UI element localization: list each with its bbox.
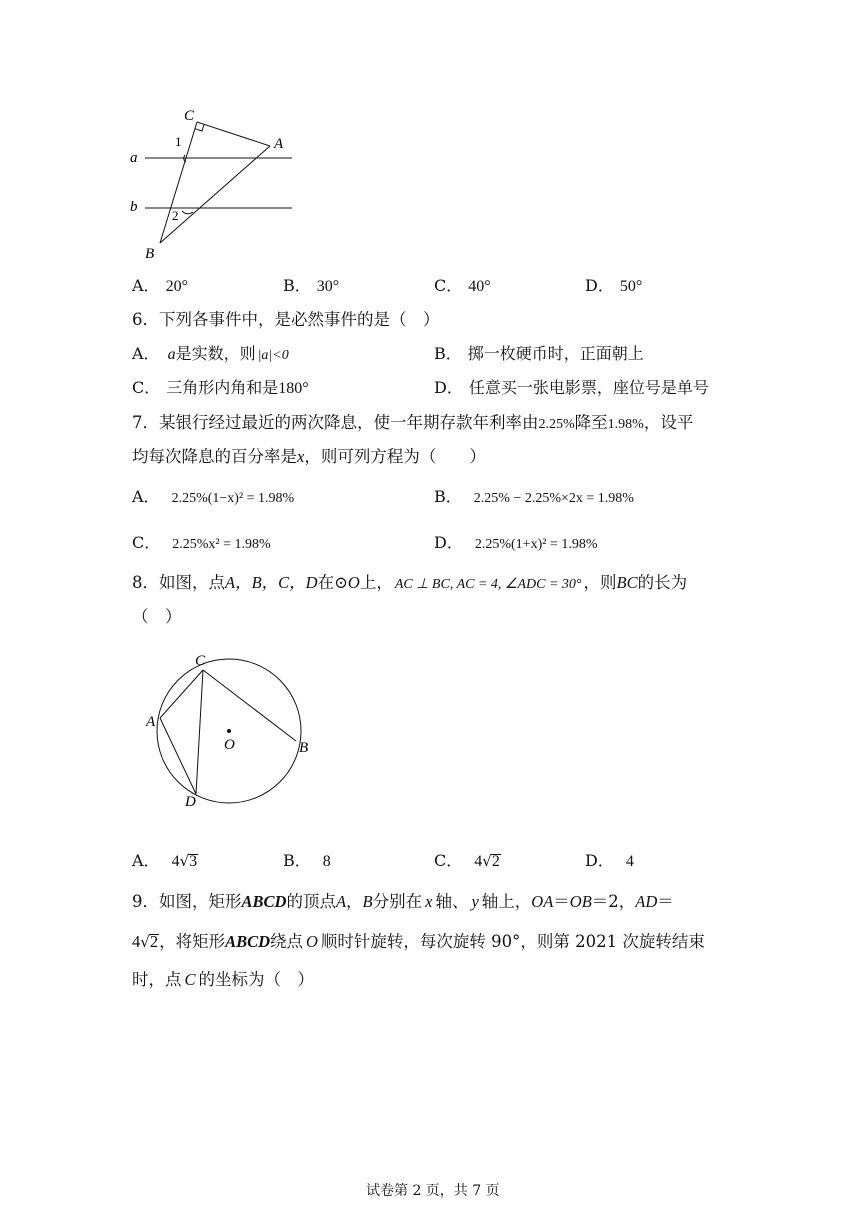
q9-text: ＝ bbox=[657, 892, 674, 911]
q9-ad: AD bbox=[635, 892, 658, 911]
option-letter: A． bbox=[132, 487, 160, 506]
q9-text: 9．如图，矩形 bbox=[132, 892, 242, 911]
label-B: B bbox=[299, 740, 309, 756]
option-num: 180° bbox=[278, 380, 309, 397]
option-coef: 4 bbox=[171, 853, 180, 870]
option-var: a bbox=[167, 346, 176, 363]
q8-text: ，则 bbox=[583, 573, 617, 592]
option-letter: C． bbox=[132, 533, 161, 552]
q8-option-b bbox=[283, 848, 331, 871]
label-C: C bbox=[184, 108, 195, 124]
q8-option-a bbox=[132, 848, 198, 871]
q9-point-a: A bbox=[335, 892, 347, 911]
option-letter: B． bbox=[434, 344, 462, 363]
label-O: O bbox=[224, 737, 235, 753]
option-coef: 4 bbox=[474, 853, 483, 870]
q7-option-a bbox=[132, 484, 294, 507]
q6-option-a bbox=[132, 341, 289, 364]
q9-text: ＝2， bbox=[591, 892, 636, 911]
sqrt-icon: √ bbox=[140, 933, 150, 951]
parallel-lines-figure bbox=[120, 100, 310, 265]
q8-text: 8．如图，点 bbox=[132, 573, 225, 592]
option-letter: A． bbox=[132, 851, 160, 870]
label-A: A bbox=[274, 136, 284, 152]
q9-x: x bbox=[425, 892, 433, 911]
q5-option-d bbox=[585, 273, 642, 296]
q9-rect: ABCD bbox=[241, 892, 287, 911]
segment-cd bbox=[196, 670, 203, 794]
option-radicand: 2 bbox=[491, 853, 500, 870]
option-text: 任意买一张电影票，座位号是单号 bbox=[468, 378, 709, 397]
option-text: 是实数，则 bbox=[175, 344, 256, 363]
q7-text: ，设平 bbox=[643, 413, 694, 432]
q7-text: 均每次降息的百分率是 bbox=[132, 447, 297, 466]
option-expr: 2.25% − 2.25%×2x = 1.98% bbox=[473, 491, 634, 506]
q9-text: 轴、 bbox=[435, 892, 469, 911]
q8-points: A，B，C，D bbox=[225, 573, 318, 592]
q8-text: 的长为 bbox=[637, 573, 688, 592]
q9-coef: 4 bbox=[132, 932, 141, 951]
q9-y: y bbox=[471, 892, 479, 911]
option-text: 掷一枚硬币时，正面朝上 bbox=[467, 344, 644, 363]
q9-text: 的顶点 bbox=[286, 892, 336, 911]
q9-radicand: 2 bbox=[149, 932, 159, 951]
q9-text: 分别在 bbox=[372, 892, 423, 911]
option-letter: C． bbox=[434, 851, 463, 870]
option-text: 8 bbox=[322, 853, 331, 870]
q9-text: 顺时针旋转，每次旋转 90°，则第 2021 次旋转结束 bbox=[320, 932, 705, 951]
label-a: a bbox=[130, 150, 138, 166]
option-expr: 2.25%x² = 1.98% bbox=[172, 537, 271, 552]
option-letter: B． bbox=[283, 851, 311, 870]
q7-stem-line2 bbox=[132, 443, 486, 467]
q9-oa: OA bbox=[531, 892, 554, 911]
q8-condition: AC ⊥ BC, AC = 4, ∠ADC = 30° bbox=[394, 577, 582, 592]
center-point bbox=[227, 729, 231, 733]
q7-option-b bbox=[434, 484, 634, 507]
option-text: 三角形内角和是 bbox=[166, 378, 279, 397]
option-text: 30° bbox=[316, 278, 340, 295]
q7-stem-line1 bbox=[132, 409, 693, 433]
option-text: 4 bbox=[625, 853, 634, 870]
q9-stem-line3 bbox=[132, 966, 314, 990]
q9-text: 时，点 bbox=[132, 970, 182, 989]
option-letter: A． bbox=[132, 276, 160, 295]
q9-text: 绕点 bbox=[270, 932, 303, 951]
segment-ab bbox=[160, 146, 270, 243]
q9-ob: OB bbox=[569, 892, 592, 911]
sqrt-icon: √ bbox=[482, 852, 492, 870]
q8-stem-line1 bbox=[132, 569, 687, 593]
q6-option-d bbox=[434, 375, 709, 398]
q9-stem-line1 bbox=[132, 888, 674, 912]
q7-option-c bbox=[132, 530, 271, 553]
option-text: 20° bbox=[165, 278, 188, 295]
q7-rate2: 1.98% bbox=[607, 417, 644, 432]
q9-text: 轴上， bbox=[481, 892, 532, 911]
option-expr: 2.25%(1+x)² = 1.98% bbox=[474, 537, 598, 552]
q7-rate1: 2.25% bbox=[538, 417, 575, 432]
q8-text: 上， bbox=[359, 573, 393, 592]
label-B: B bbox=[145, 246, 155, 262]
option-letter: C． bbox=[132, 378, 161, 397]
option-letter: C． bbox=[434, 276, 463, 295]
option-letter: B． bbox=[434, 487, 462, 506]
q8-circle: O bbox=[347, 573, 360, 592]
circle-figure bbox=[140, 648, 320, 813]
q7-text: 降至 bbox=[574, 413, 608, 432]
q5-option-b bbox=[283, 273, 339, 296]
angle-2-arc bbox=[182, 211, 193, 214]
option-letter: A． bbox=[132, 344, 160, 363]
option-letter: D． bbox=[434, 533, 463, 552]
q6-option-b bbox=[434, 341, 644, 364]
label-D: D bbox=[185, 794, 196, 810]
label-2: 2 bbox=[172, 208, 179, 223]
option-radicand: 3 bbox=[189, 853, 198, 870]
q9-text: ， bbox=[346, 892, 363, 911]
label-1: 1 bbox=[175, 134, 182, 149]
q9-text: ，将矩形 bbox=[159, 932, 226, 951]
option-expr: |a|<0 bbox=[257, 348, 289, 363]
segment-ca bbox=[197, 122, 270, 146]
sqrt-icon: √ bbox=[179, 852, 190, 870]
q8-option-c bbox=[434, 848, 501, 871]
option-letter: D． bbox=[585, 276, 614, 295]
q9-stem-line2 bbox=[132, 928, 705, 952]
q5-option-a bbox=[132, 273, 188, 296]
q8-text: 在⊙ bbox=[317, 573, 348, 592]
q8-stem-line2: （ ） bbox=[132, 607, 182, 626]
q9-text: 的坐标为（ ） bbox=[198, 970, 315, 989]
q7-var: x bbox=[297, 447, 305, 466]
option-letter: D． bbox=[434, 378, 463, 397]
q6-stem: 6．下列各事件中，是必然事件的是（ ） bbox=[132, 310, 440, 329]
q5-option-c bbox=[434, 273, 491, 296]
q7-text: ，则可列方程为（ ） bbox=[304, 447, 486, 466]
page-footer: 试卷第 2 页，共 7 页 bbox=[366, 1183, 500, 1199]
option-letter: D． bbox=[585, 851, 614, 870]
label-C: C bbox=[195, 653, 206, 669]
q8-segment: BC bbox=[616, 573, 638, 592]
q9-text: ＝ bbox=[553, 892, 570, 911]
option-expr: 2.25%(1−x)² = 1.98% bbox=[171, 491, 295, 506]
q9-o: O bbox=[306, 932, 318, 951]
segment-ad bbox=[160, 718, 196, 794]
option-letter: B． bbox=[283, 276, 311, 295]
q6-option-c bbox=[132, 375, 309, 398]
option-text: 40° bbox=[468, 278, 491, 295]
segment-cb bbox=[203, 670, 296, 741]
q8-option-d bbox=[585, 848, 634, 871]
q7-text: 7．某银行经过最近的两次降息，使一年期存款年利率由 bbox=[132, 413, 539, 432]
q9-c: C bbox=[184, 970, 196, 989]
q7-option-d bbox=[434, 530, 597, 553]
label-A: A bbox=[146, 714, 156, 730]
q9-point-b: B bbox=[362, 892, 373, 911]
label-b: b bbox=[130, 199, 138, 215]
q9-rect: ABCD bbox=[225, 932, 270, 951]
option-text: 50° bbox=[619, 278, 643, 295]
